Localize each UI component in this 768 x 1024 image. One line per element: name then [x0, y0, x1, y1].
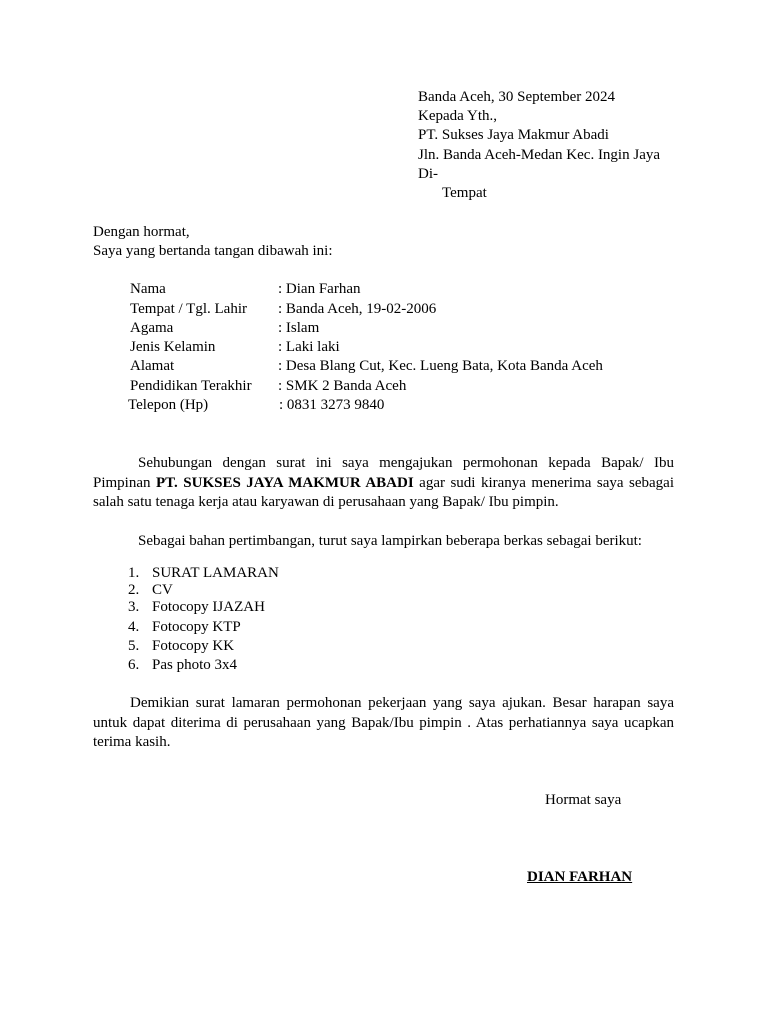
- attachments-intro: Sebagai bahan pertimbangan, turut saya lampirkan beberapa berkas sebagai berikut:: [138, 533, 642, 549]
- salutation: Dengan hormat,: [93, 224, 190, 240]
- closing-paragraph: Demikian surat lamaran permohonan pekerjaan yang saya ajukan. Besar harapan saya untuk dapat diterima di perusahaan yang Bapak/Ibu pimpin . Atas perhatiannya saya ucapkan terima kasih.: [93, 695, 674, 750]
- bio-value-agama: : Islam: [278, 320, 320, 336]
- request-text-before: Sehubungan dengan surat ini saya mengajukan permohonan kepada Bapak/ Ibu Pimpinan: [93, 455, 674, 491]
- recipient-label: Kepada Yth.,: [418, 108, 497, 124]
- list-item: Fotocopy KTP: [152, 619, 241, 635]
- list-item-number: 2.: [128, 582, 140, 598]
- bio-label-ttl: Tempat / Tgl. Lahir: [130, 301, 247, 317]
- list-item-number: 6.: [128, 657, 140, 673]
- list-item-number: 1.: [128, 565, 140, 581]
- list-item-number: 3.: [128, 599, 140, 615]
- recipient-tempat: Tempat: [442, 185, 487, 201]
- list-item-number: 4.: [128, 619, 140, 635]
- bio-label-agama: Agama: [130, 320, 174, 336]
- recipient-di: Di-: [418, 166, 438, 182]
- bio-label-gender: Jenis Kelamin: [130, 339, 216, 355]
- list-item: Pas photo 3x4: [152, 657, 238, 673]
- bio-value-gender: : Laki laki: [278, 339, 340, 355]
- regards-text: Hormat saya: [545, 792, 622, 808]
- bio-label-alamat: Alamat: [130, 358, 175, 374]
- list-item: Fotocopy KK: [152, 638, 235, 654]
- signatory-name: DIAN FARHAN: [527, 869, 633, 885]
- request-paragraph: [93, 454, 674, 513]
- bio-label-telepon: Telepon (Hp): [128, 397, 209, 413]
- place-date: Banda Aceh, 30 September 2024: [418, 89, 616, 105]
- list-item-number: 5.: [128, 638, 140, 654]
- recipient-address: Jln. Banda Aceh-Medan Kec. Ingin Jaya: [418, 147, 661, 163]
- list-item: SURAT LAMARAN: [152, 565, 279, 581]
- bio-value-pendidikan: : SMK 2 Banda Aceh: [278, 378, 407, 394]
- request-text-after: agar sudi kiranya menerima saya sebagai salah satu tenaga kerja atau karyawan di perusahaan yang Bapak/ Ibu pimpin.: [93, 474, 674, 510]
- list-item: CV: [152, 582, 173, 598]
- intro-text: Saya yang bertanda tangan dibawah ini:: [93, 243, 333, 259]
- recipient-company: PT. Sukses Jaya Makmur Abadi: [418, 127, 609, 143]
- bio-value-nama: : Dian Farhan: [278, 281, 361, 297]
- bio-value-ttl: : Banda Aceh, 19-02-2006: [278, 301, 437, 317]
- bio-label-nama: Nama: [130, 281, 166, 297]
- company-name-bold: PT. SUKSES JAYA MAKMUR ABADI: [156, 474, 414, 491]
- bio-value-telepon: : 0831 3273 9840: [279, 397, 385, 413]
- bio-label-pendidikan: Pendidikan Terakhir: [130, 378, 252, 394]
- list-item: Fotocopy IJAZAH: [152, 599, 265, 615]
- bio-value-alamat: : Desa Blang Cut, Kec. Lueng Bata, Kota Banda Aceh: [278, 358, 603, 374]
